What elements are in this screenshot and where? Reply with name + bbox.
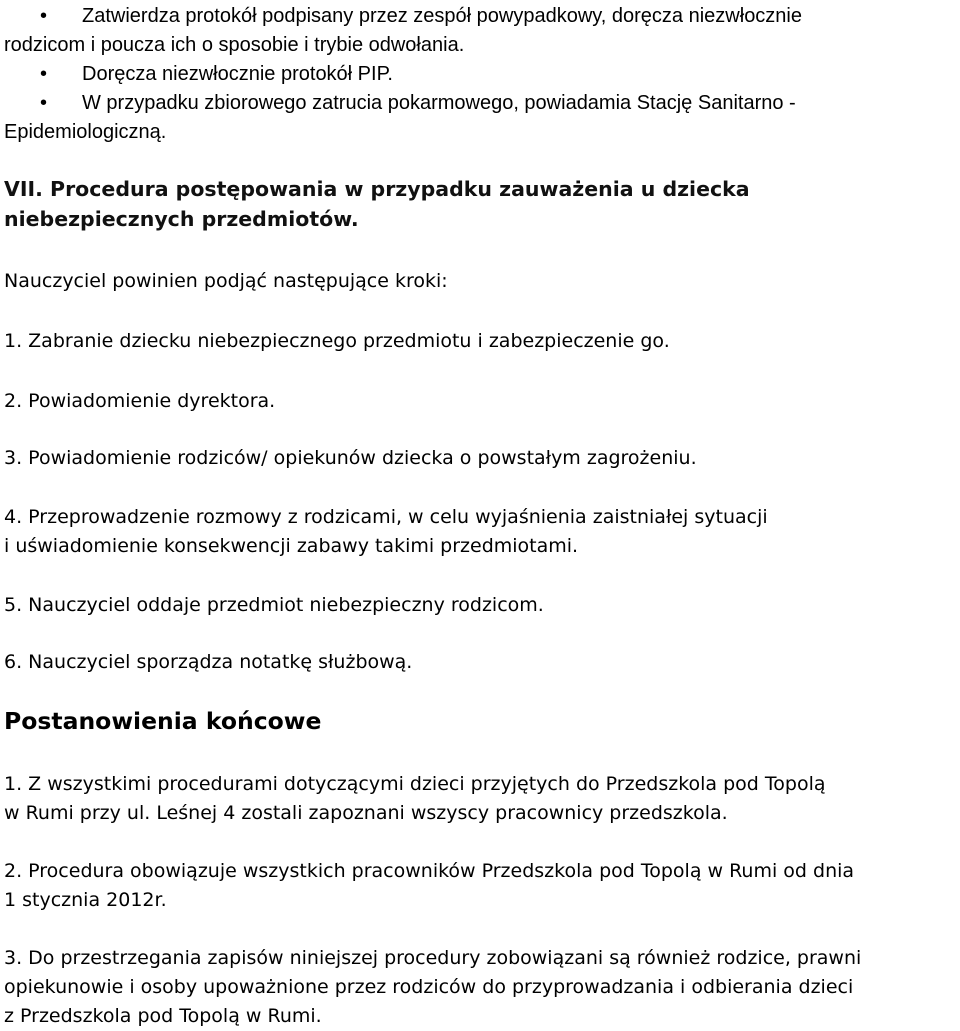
- section-heading-line: VII. Procedura postępowania w przypadku zauważenia u dziecka: [4, 177, 750, 201]
- bullet-text: Zatwierdza protokół podpisany przez zespół powypadkowy, doręcza niezwłocznie: [82, 5, 802, 27]
- bullet-icon: •: [40, 92, 48, 114]
- step-item: 5. Nauczyciel oddaje przedmiot niebezpieczny rodzicom.: [4, 594, 544, 616]
- final-item-continuation: w Rumi przy ul. Leśnej 4 zostali zapoznani wszyscy pracownicy przedszkola.: [4, 802, 728, 824]
- final-section-heading: Postanowienia końcowe: [4, 707, 322, 735]
- bullet-item: [4, 2, 954, 31]
- bullet-icon: •: [40, 63, 48, 85]
- bullet-text: Doręcza niezwłocznie protokół PIP.: [82, 63, 393, 85]
- bullet-icon: •: [40, 5, 48, 27]
- final-item: 1. Z wszystkimi procedurami dotyczącymi dzieci przyjętych do Przedszkola pod Topolą: [4, 773, 826, 795]
- step-item: 2. Powiadomienie dyrektora.: [4, 390, 276, 412]
- bullet-text: rodzicom i poucza ich o sposobie i trybie odwołania.: [4, 34, 465, 56]
- section-heading: [4, 174, 954, 234]
- bullet-text: Epidemiologiczną.: [4, 121, 167, 143]
- step-item: 6. Nauczyciel sporządza notatkę służbową.: [4, 651, 413, 673]
- section-heading-line: niebezpiecznych przedmiotów.: [4, 207, 359, 231]
- bullet-item: [4, 60, 954, 89]
- final-item-continuation: opiekunowie i osoby upoważnione przez rodziców do przyprowadzania i odbierania dzieci: [4, 976, 854, 998]
- final-item: 3. Do przestrzegania zapisów niniejszej procedury zobowiązani są również rodzice, prawni: [4, 947, 862, 969]
- step-item-continuation: i uświadomienie konsekwencji zabawy takimi przedmiotami.: [4, 535, 579, 557]
- step-item: 3. Powiadomienie rodziców/ opiekunów dziecka o powstałym zagrożeniu.: [4, 447, 697, 469]
- step-item: 4. Przeprowadzenie rozmowy z rodzicami, w celu wyjaśnienia zaistniałej sytuacji: [4, 506, 768, 528]
- bullet-item: [4, 89, 954, 118]
- final-item: 2. Procedura obowiązuje wszystkich pracowników Przedszkola pod Topolą w Rumi od dnia: [4, 860, 855, 882]
- bullet-list: [4, 2, 954, 147]
- final-item-continuation: 1 stycznia 2012r.: [4, 889, 167, 911]
- step-item: 1. Zabranie dziecku niebezpiecznego przedmiotu i zabezpieczenie go.: [4, 330, 670, 352]
- final-item-continuation: z Przedszkola pod Topolą w Rumi.: [4, 1005, 322, 1027]
- section-intro: Nauczyciel powinien podjąć następujące kroki:: [4, 270, 448, 292]
- bullet-item-continuation: [4, 118, 954, 147]
- bullet-text: W przypadku zbiorowego zatrucia pokarmowego, powiadamia Stację Sanitarno -: [82, 92, 796, 114]
- bullet-item-continuation: [4, 31, 954, 60]
